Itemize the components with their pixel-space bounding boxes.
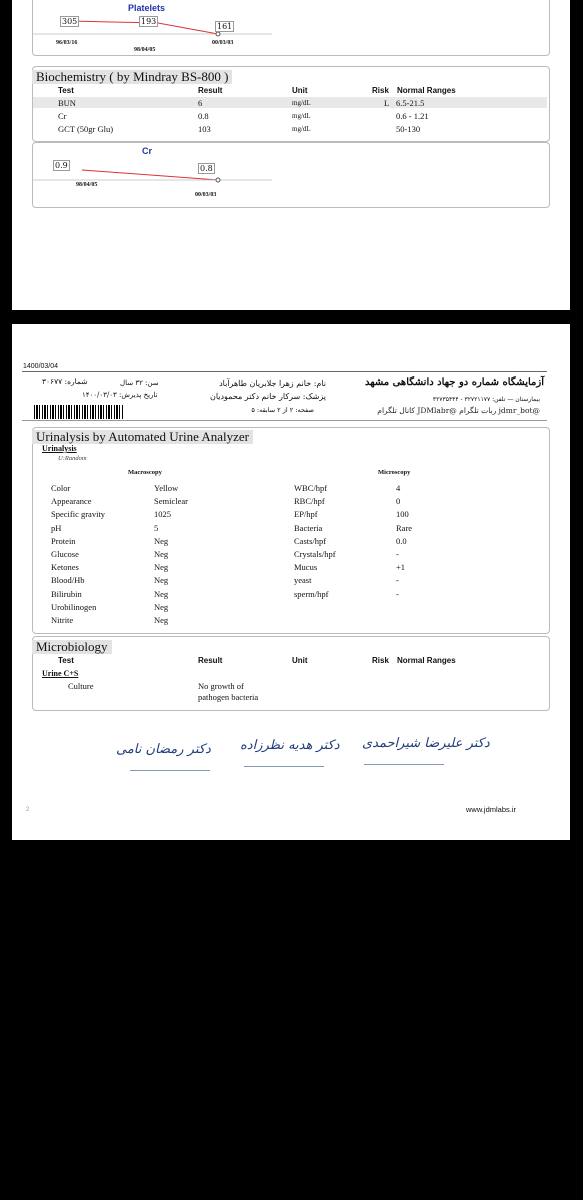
microscopy-row-0-name: WBC/hpf [294,483,328,493]
macroscopy-label: Macroscopy [128,469,162,476]
col-header-test: Test [58,86,74,95]
signature-stamp-line-2 [244,766,324,767]
biochem-row-bun-test: BUN [58,98,76,108]
microscopy-row-4-value: 0.0 [396,535,407,546]
microscopy-row-8-value: - [396,588,399,599]
macroscopy-row-8-value: Neg [154,588,169,599]
macroscopy-row-1-value: Semiclear [154,496,188,507]
macroscopy-row-3-name: pH [51,522,62,533]
signature-1: دکتر رمضان نامی [116,742,211,757]
biochem-row-bun-unit: mg/dL [292,99,311,107]
macroscopy-row-3-value: 5 [154,522,159,533]
macroscopy-row-6-name: Ketones [51,562,79,573]
cr-chart-title: Cr [142,146,153,156]
platelets-value-1: 305 [62,17,78,26]
microscopy-row-7-value: - [396,575,399,586]
report-page-2 [12,324,570,840]
biochem-row-gct-test: GCT (50gr Glu) [58,124,114,134]
signature-stamp-line-3 [364,764,444,765]
urine-cs-subtitle: Urine C+S [42,669,79,678]
microscopy-row-1-name: RBC/hpf [294,496,325,507]
barcode-rule [22,420,547,421]
platelets-value-2: 193 [141,17,157,26]
signature-2: دکتر هدیه نظرزاده [240,738,340,753]
microscopy-row-2-name: EP/hpf [294,509,318,520]
macroscopy-row-9-value: Neg [154,601,169,612]
microscopy-row-2-value: 100 [396,509,409,520]
macroscopy-row-0-value: Yellow [154,483,179,493]
microscopy-row-6-name: Mucus [294,562,318,573]
macroscopy-row-5-value: Neg [154,549,169,559]
microscopy-row-0-value: 4 [396,483,401,493]
cr-date-2: 00/03/03 [195,192,217,198]
micro-col-result: Result [198,656,223,665]
macroscopy-row-8-name: Bilirubin [51,588,82,599]
macroscopy-row-4-value: Neg [154,535,169,546]
microscopy-row-1-value: 0 [396,496,401,507]
microscopy-row-3-name: Bacteria [294,522,323,533]
culture-result-line1: No growth of [198,681,244,691]
platelets-trend-line [32,10,552,40]
microscopy-row-6-value: +1 [396,562,406,573]
microbiology-title: Microbiology [32,640,112,654]
biochem-row-gct-result: 103 [198,124,211,134]
biochem-row-gct-normal: 50-130 [396,124,421,134]
biochem-row-gct-unit: mg/dL [292,125,311,133]
cr-trend-line [32,160,552,190]
report-page-1 [12,0,570,310]
macroscopy-row-6-value: Neg [154,562,169,573]
microscopy-row-7-name: yeast [294,575,312,586]
reception-date: تاریخ پذیرش: ۱۴۰۰/۰۳/۰۳ [82,391,158,399]
microscopy-row-3-value: Rare [396,522,413,533]
platelets-chart-title: Platelets [128,3,166,13]
microscopy-row-5-name: Crystals/hpf [294,549,336,559]
website-link[interactable]: www.jdmlabs.ir [466,805,517,814]
patient-number: شماره: ۳۰۶۷۷ [42,377,88,386]
urinalysis-section [32,427,550,634]
page-number: 2 [26,807,30,813]
platelets-date-3: 00/03/03 [212,40,234,46]
cr-value-2: 0.8 [200,164,213,173]
biochem-row-cr-unit: mg/dL [292,112,311,120]
col-header-risk: Risk [372,86,389,95]
microscopy-label: Microscopy [378,469,411,476]
platelets-date-1: 96/03/16 [56,40,78,46]
macroscopy-row-2-name: Specific gravity [51,509,106,520]
macroscopy-row-5-name: Glucose [51,549,79,559]
signature-3: دکتر علیرضا شیراحمدی [362,736,490,751]
biochem-row-cr-normal: 0.6 - 1.21 [396,111,429,121]
biochem-row-bun-result: 6 [198,98,203,108]
lab-address: بیمارستان — تلفن: ۳۲۷۲۱۱۷۷ - ۳۲۷۳۵۴۴۴ [432,396,540,403]
col-header-result: Result [198,86,223,95]
header-rule [22,371,547,372]
micro-col-normal: Normal Ranges [397,656,456,665]
urinalysis-sample: U:Random [58,455,87,462]
macroscopy-row-2-value: 1025 [154,509,171,520]
macroscopy-row-10-value: Neg [154,615,169,625]
macroscopy-row-0-name: Color [51,483,71,493]
microscopy-row-5-value: - [396,549,399,559]
urinalysis-subtitle: Urinalysis [42,444,77,453]
micro-col-test: Test [58,656,74,665]
biochem-row-cr-test: Cr [58,111,67,121]
biochem-row-bun-normal: 6.5-21.5 [396,98,425,108]
platelets-date-2: 98/04/05 [134,47,156,53]
macroscopy-row-4-name: Protein [51,535,76,546]
micro-col-risk: Risk [372,656,389,665]
macroscopy-row-9-name: Urobilinogen [51,601,97,612]
culture-test: Culture [68,681,94,691]
cr-date-1: 98/04/05 [76,182,98,188]
doctor-name: پزشک: سرکار خانم دکتر محمودیان [209,392,326,401]
platelets-value-3: 161 [217,22,233,31]
patient-name: نام: خانم زهرا جلابریان طاهرآباد [219,379,326,388]
cr-value-1: 0.9 [55,161,68,170]
macroscopy-row-7-value: Neg [154,575,169,586]
macroscopy-row-7-name: Blood/Hb [51,575,85,586]
macroscopy-row-10-name: Nitrite [51,615,74,625]
col-header-unit: Unit [292,86,308,95]
biochem-row-bun [33,97,547,108]
page-info: صفحه: ۲ از ۲ سابقه: ۵ [251,406,314,414]
microscopy-row-4-name: Casts/hpf [294,535,327,546]
report-date: 1400/03/04 [23,363,59,370]
biochem-row-cr-result: 0.8 [198,111,209,121]
col-header-normal: Normal Ranges [397,86,456,95]
lab-social: @jdmr_bot ربات تلگرام @JDMlabr کانال تلگرام [377,406,540,415]
macroscopy-row-1-name: Appearance [51,496,92,507]
culture-result-line2: pathogen bacteria [198,692,259,702]
biochem-row-bun-risk: L [384,98,390,108]
patient-barcode [34,405,124,419]
micro-col-unit: Unit [292,656,308,665]
signature-stamp-line-1 [130,770,210,771]
urinalysis-title: Urinalysis by Automated Urine Analyzer [32,430,253,444]
biochemistry-title: Biochemistry ( by Mindray BS-800 ) [32,70,232,84]
lab-name: آزمایشگاه شماره دو جهاد دانشگاهی مشهد [364,377,544,388]
patient-age: سن: ۳۲ سال [120,379,159,387]
microscopy-row-8-name: sperm/hpf [294,588,329,599]
